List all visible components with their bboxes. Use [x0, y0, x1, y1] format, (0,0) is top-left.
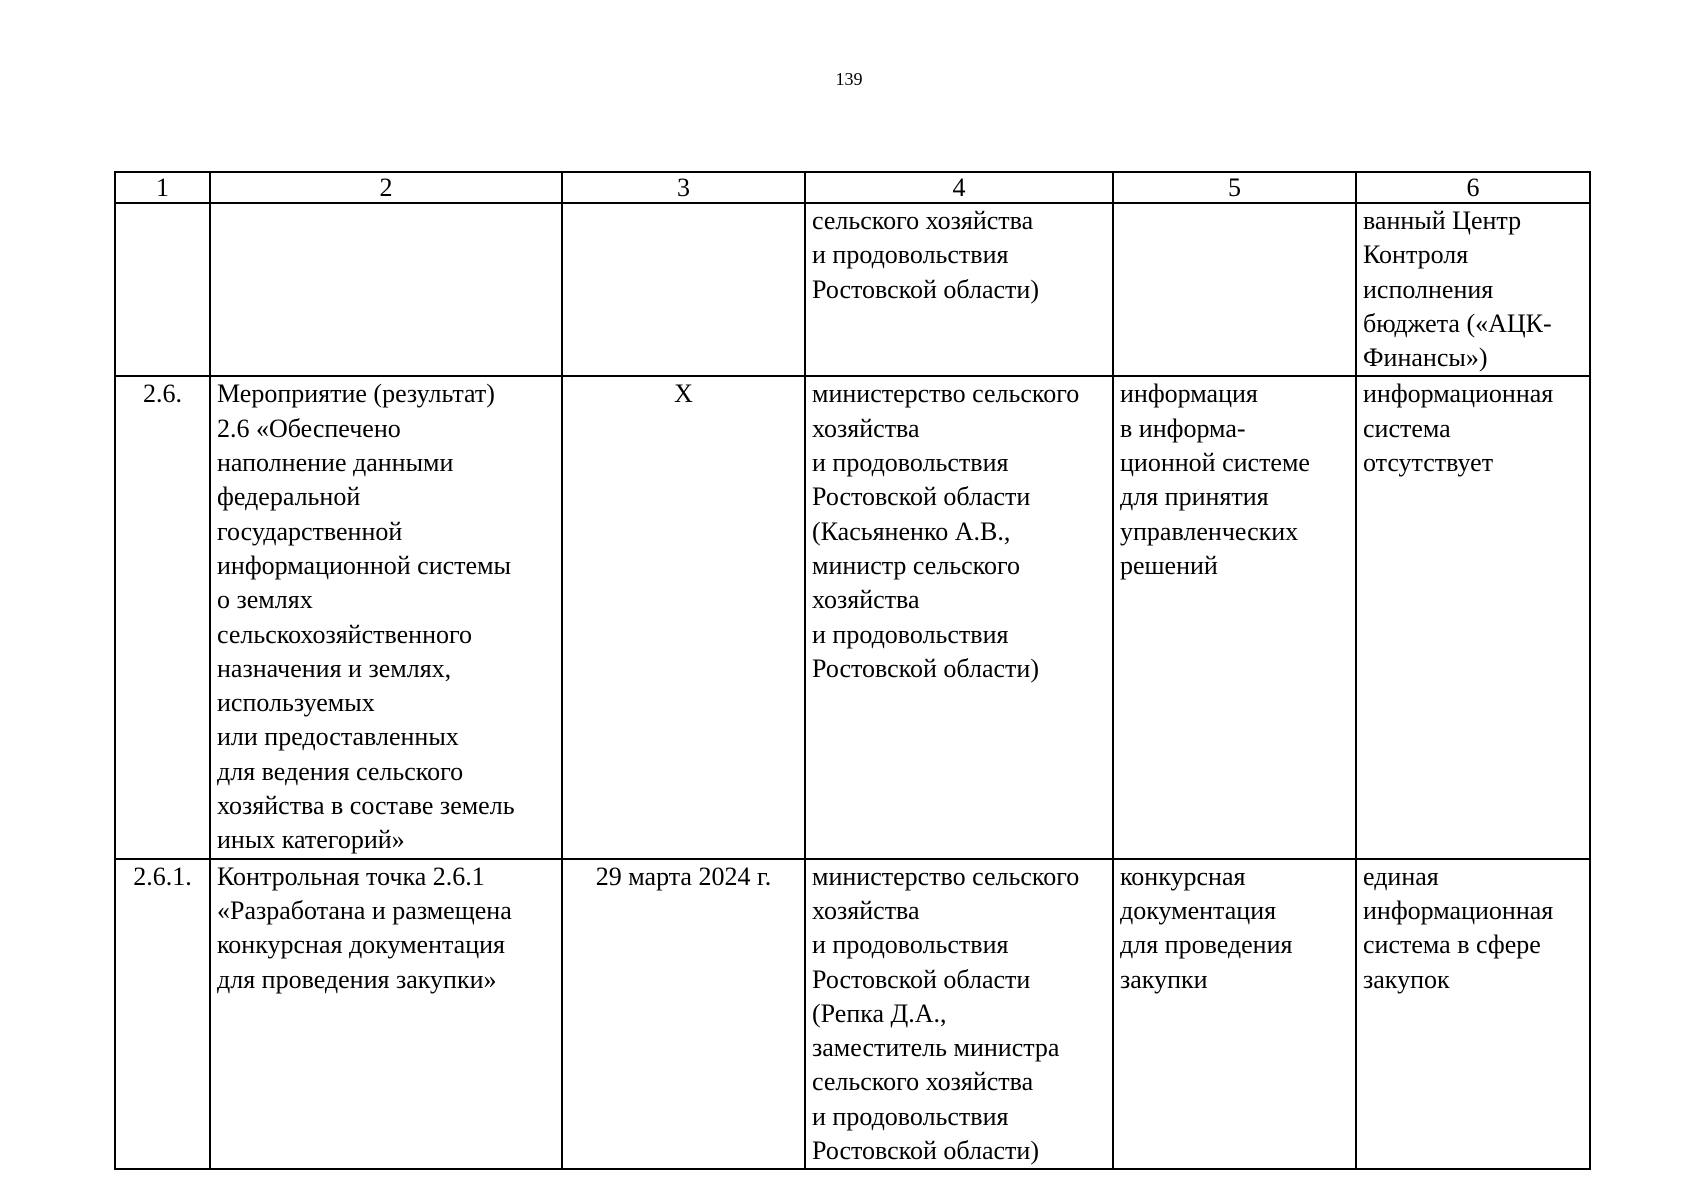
- row-document: конкурсная документация для проведения закупки: [1113, 859, 1356, 1170]
- row-number: 2.6.: [115, 376, 210, 858]
- table-row: [115, 203, 1590, 376]
- table-header-row: [115, 172, 1590, 203]
- column-header-1: 1: [115, 172, 210, 203]
- table-row: [115, 376, 1590, 858]
- column-header-3: 3: [562, 172, 805, 203]
- plan-table: [114, 171, 1591, 1170]
- page-number: 139: [835, 69, 863, 89]
- column-header-5: 5: [1113, 172, 1356, 203]
- row-number: [115, 203, 210, 376]
- row-system: единая информационная система в сфере закупок: [1356, 859, 1590, 1170]
- row-responsible: сельского хозяйства и продовольствия Ростовской области): [805, 203, 1113, 376]
- row-system: ванный Центр Контроля исполнения бюджета («АЦК- Финансы»): [1356, 203, 1590, 376]
- row-document: информация в информа- ционной системе для принятия управленческих решений: [1113, 376, 1356, 858]
- column-header-2: 2: [210, 172, 562, 203]
- column-header-4: 4: [805, 172, 1113, 203]
- table-row: [115, 859, 1590, 1170]
- row-name: Контрольная точка 2.6.1 «Разработана и размещена конкурсная документация для проведения закупки»: [210, 859, 562, 1170]
- row-term: [562, 203, 805, 376]
- row-name: [210, 203, 562, 376]
- column-header-6: 6: [1356, 172, 1590, 203]
- row-term: 29 марта 2024 г.: [562, 859, 805, 1170]
- row-system: информационная система отсутствует: [1356, 376, 1590, 858]
- row-term: X: [562, 376, 805, 858]
- row-responsible: министерство сельского хозяйства и продовольствия Ростовской области (Касьяненко А.В., министр сельского хозяйства и продовольствия Ростовской области): [805, 376, 1113, 858]
- row-number: 2.6.1.: [115, 859, 210, 1170]
- row-responsible: министерство сельского хозяйства и продовольствия Ростовской области (Репка Д.А., заместитель министра сельского хозяйства и продовольствия Ростовской области): [805, 859, 1113, 1170]
- row-document: [1113, 203, 1356, 376]
- row-name: Мероприятие (результат) 2.6 «Обеспечено наполнение данными федеральной государственной информационной системы о землях сельскохозяйственного назначения и землях, используемых или предоставленных для ведения сельского хозяйства в составе земель иных категорий»: [210, 376, 562, 858]
